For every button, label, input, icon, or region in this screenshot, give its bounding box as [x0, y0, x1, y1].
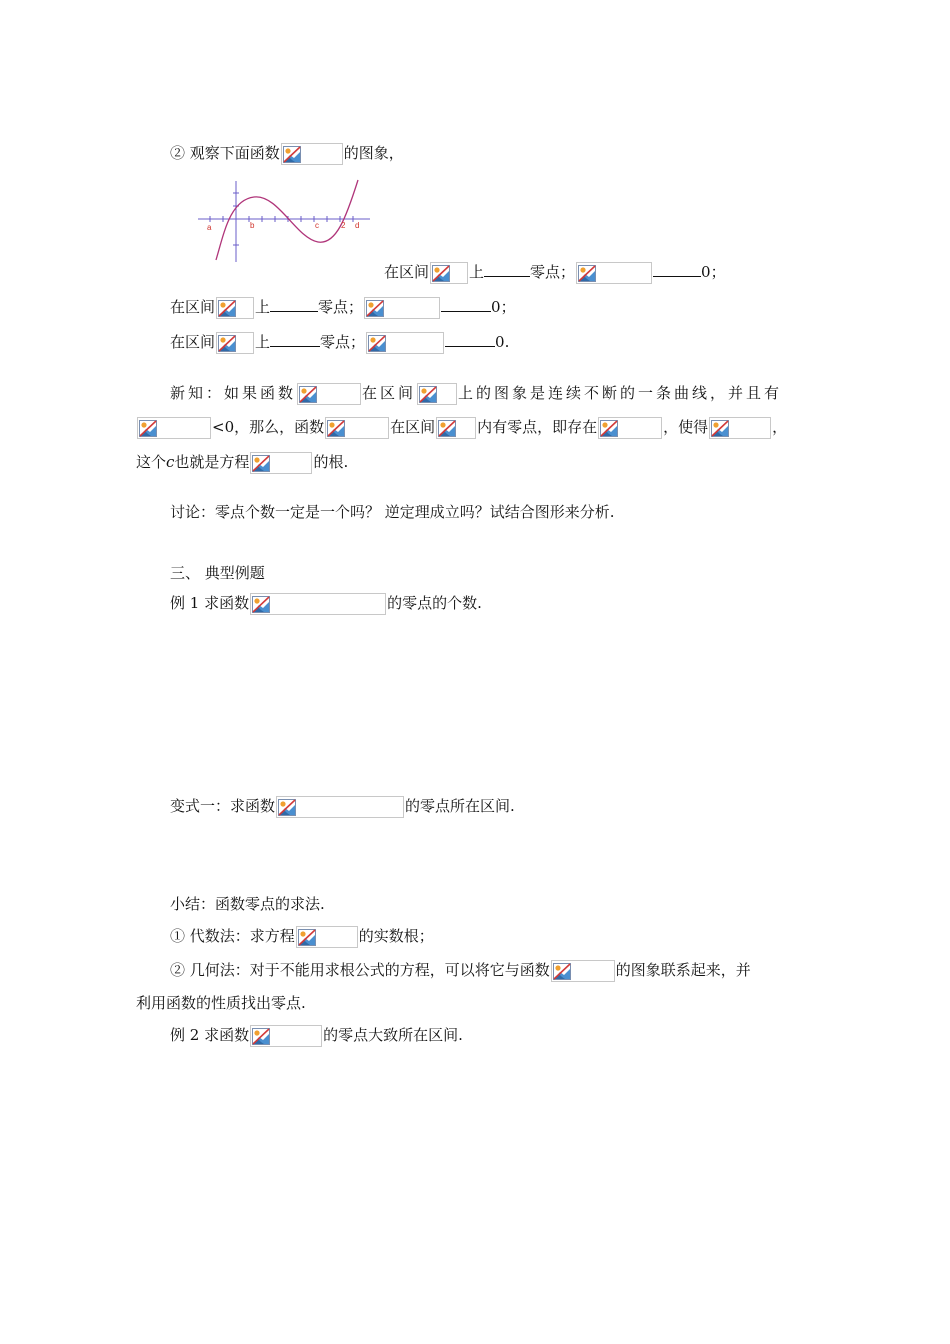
formula-image: [436, 417, 476, 439]
new-knowledge-line-3: [136, 451, 348, 474]
interval-mid: 上: [469, 263, 485, 281]
formula-image: [297, 383, 361, 405]
formula-image: [576, 262, 652, 284]
formula-image: [250, 452, 312, 474]
answer-blank[interactable]: [270, 330, 320, 347]
formula-image: [216, 332, 254, 354]
example-1-suffix: 的零点的个数.: [387, 594, 482, 612]
formula-image: [276, 796, 404, 818]
graph-label-c: c: [315, 221, 319, 230]
nk-text: ，: [772, 418, 788, 436]
graph-label-a: a: [207, 223, 212, 232]
broken-image-icon: [139, 420, 157, 437]
example-1: [170, 592, 482, 615]
interval-zero-label: 零点；: [318, 298, 364, 316]
method-2-prefix: ② 几何法：对于不能用求根公式的方程，可以将它与函数: [170, 961, 550, 979]
nk-text: 也就是方程: [174, 453, 250, 471]
example-2-prefix: 例 2 求函数: [170, 1026, 250, 1044]
q2-suffix: 的图象，: [343, 144, 404, 162]
interval-prefix: 在区间: [384, 263, 430, 281]
interval-tail: 0；: [491, 298, 516, 316]
broken-image-icon: [578, 265, 596, 282]
q2-line: [170, 142, 404, 165]
example-2: [170, 1024, 463, 1047]
method-1-suffix: 的实数根；: [358, 927, 434, 945]
formula-image: [551, 960, 615, 982]
nk-text: <0，那么，函数: [212, 418, 325, 436]
summary-method-2-cont: 利用函数的性质找出零点.: [136, 994, 306, 1012]
answer-blank[interactable]: [270, 295, 318, 312]
broken-image-icon: [218, 335, 236, 352]
formula-image: [250, 1025, 322, 1047]
interval-line-3: [170, 330, 509, 354]
interval-mid: 上: [255, 298, 271, 316]
broken-image-icon: [278, 799, 296, 816]
q2-prefix: ② 观察下面函数: [170, 144, 280, 162]
example-1-prefix: 例 1 求函数: [170, 594, 250, 612]
broken-image-icon: [252, 1028, 270, 1045]
summary-title: 小结：函数零点的求法.: [170, 895, 325, 913]
broken-image-icon: [299, 386, 317, 403]
broken-image-icon: [283, 146, 301, 163]
variable-c: c: [166, 453, 175, 471]
answer-blank[interactable]: [441, 295, 491, 312]
broken-image-icon: [366, 300, 384, 317]
summary-method-1: [170, 925, 434, 948]
formula-image: [417, 383, 457, 405]
section-heading: 三、 典型例题: [170, 564, 265, 582]
answer-blank[interactable]: [445, 330, 495, 347]
nk-text: 的根.: [313, 453, 349, 471]
broken-image-icon: [298, 929, 316, 946]
interval-line-1: [384, 260, 726, 284]
broken-image-icon: [600, 420, 618, 437]
formula-image: [366, 332, 444, 354]
formula-image: [364, 297, 440, 319]
example-2-suffix: 的零点大致所在区间.: [323, 1026, 463, 1044]
interval-zero-label: 零点；: [530, 263, 576, 281]
nk-text: 上的图象是连续不断的一条曲线，并且有: [458, 384, 783, 402]
formula-image: [250, 593, 386, 615]
formula-image: [137, 417, 211, 439]
formula-image: [598, 417, 662, 439]
answer-blank[interactable]: [484, 260, 530, 277]
graph-label-2: 2: [341, 221, 346, 230]
new-knowledge-line-2: [136, 416, 787, 439]
function-graph: [196, 178, 372, 264]
broken-image-icon: [553, 963, 571, 980]
interval-tail: 0；: [701, 263, 726, 281]
interval-prefix: 在区间: [170, 333, 216, 351]
broken-image-icon: [432, 265, 450, 282]
formula-image: [325, 417, 389, 439]
interval-prefix: 在区间: [170, 298, 216, 316]
formula-image: [216, 297, 254, 319]
interval-line-2: [170, 295, 516, 319]
function-curve: [216, 180, 358, 260]
formula-image: [430, 262, 468, 284]
method-1-prefix: ① 代数法：求方程: [170, 927, 295, 945]
graph-label-b: b: [250, 221, 255, 230]
broken-image-icon: [327, 420, 345, 437]
broken-image-icon: [218, 300, 236, 317]
variant-1-prefix: 变式一：求函数: [170, 797, 276, 815]
nk-text: 在区间: [362, 384, 417, 402]
broken-image-icon: [368, 335, 386, 352]
formula-image: [709, 417, 771, 439]
method-2-suffix: 的图象联系起来，并: [615, 961, 751, 979]
discussion: 讨论：零点个数一定是一个吗？ 逆定理成立吗？试结合图形来分析.: [170, 503, 615, 521]
broken-image-icon: [252, 455, 270, 472]
nk-text: ，使得: [663, 418, 709, 436]
nk-text: 在区间: [390, 418, 436, 436]
nk-text: 新知：如果函数: [170, 384, 297, 402]
broken-image-icon: [252, 596, 270, 613]
formula-image: [296, 926, 358, 948]
answer-blank[interactable]: [653, 260, 701, 277]
broken-image-icon: [438, 420, 456, 437]
interval-mid: 上: [255, 333, 271, 351]
variant-1-suffix: 的零点所在区间.: [405, 797, 515, 815]
nk-text: 内有零点，即存在: [477, 418, 598, 436]
interval-tail: 0.: [495, 333, 510, 351]
formula-image: [281, 143, 343, 165]
graph-label-d: d: [355, 221, 360, 230]
broken-image-icon: [419, 386, 437, 403]
variant-1: [170, 795, 515, 818]
interval-zero-label: 零点；: [320, 333, 366, 351]
nk-text: 这个: [136, 453, 167, 471]
broken-image-icon: [711, 420, 729, 437]
summary-method-2: [170, 959, 751, 982]
new-knowledge-line-1: [170, 382, 782, 405]
